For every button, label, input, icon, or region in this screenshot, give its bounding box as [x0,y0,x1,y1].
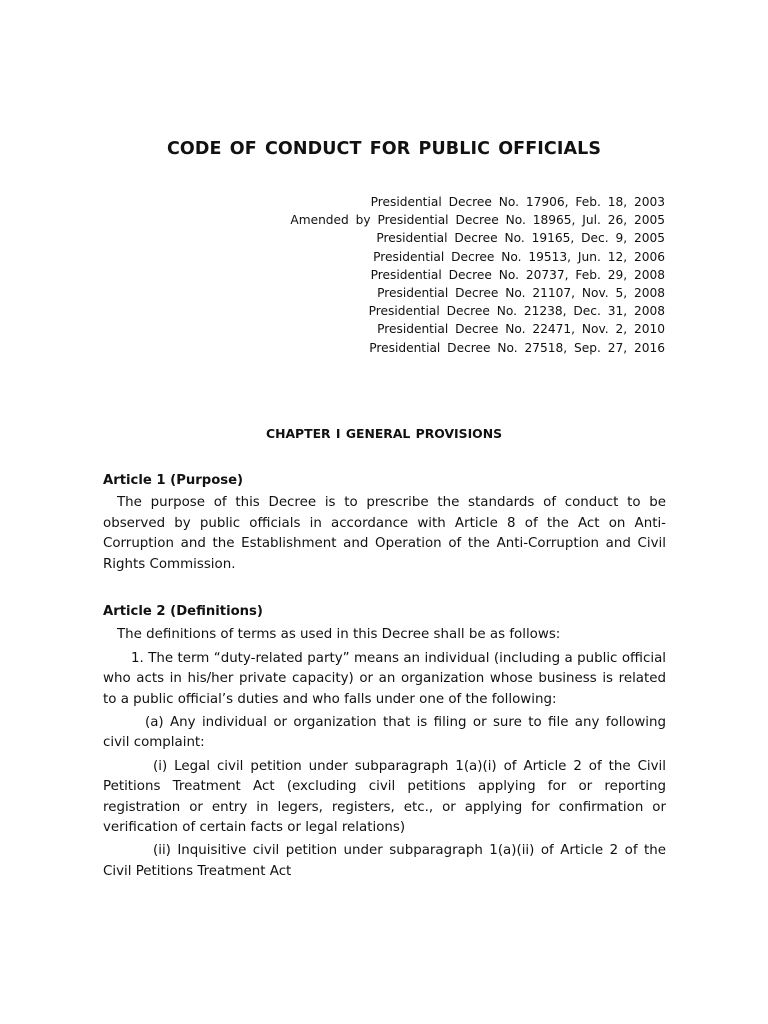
document-title: CODE OF CONDUCT FOR PUBLIC OFFICIALS [166,139,602,159]
decree-line: Presidential Decree No. 21238, Dec. 31, 2008 [368,304,665,319]
decree-line: Presidential Decree No. 27518, Sep. 27, 2016 [369,340,665,355]
decree-list [290,193,665,357]
article-1 [103,471,666,575]
decree-line: Presidential Decree No. 20737, Feb. 29, 2008 [370,267,665,282]
article-2-heading: Article 2 (Definitions) [103,604,263,619]
decree-line: Presidential Decree No. 22471, Nov. 2, 2010 [377,322,665,337]
chapter-heading: CHAPTER I GENERAL PROVISIONS [265,426,503,441]
article-1-text: The purpose of this Decree is to prescribe the standards of conduct to be observed by public officials in accordance with Article 8 of the Act on Anti-Corruption and the Establishment and Operation of the Anti-Corruption and Civil Rights Commission. [103,495,666,572]
article-1-heading: Article 1 (Purpose) [103,473,244,488]
article-2-item-a: (a) Any individual or organization that is filing or sure to file any following civil complaint: [103,715,666,751]
article-2-item-1: 1. The term “duty-related party” means an individual (including a public official who acts in his/her private capacity) or an organization whose business is related to a public official’s duties and who falls under one of the following: [103,650,666,707]
decree-line: Presidential Decree No. 19513, Jun. 12, 2006 [373,249,665,264]
decree-line: Presidential Decree No. 17906, Feb. 18, 2003 [370,195,665,209]
decree-line: Amended by Presidential Decree No. 18965, Jul. 26, 2005 [290,213,665,228]
article-2-item-i: (i) Legal civil petition under subparagraph 1(a)(i) of Article 2 of the Civil Petitions Treatment Act (excluding civil petitions applying for or reporting registration or entry in legers, registers, etc., or applying for confirmation or verification of certain facts or legal relations) [103,758,666,836]
decree-line: Presidential Decree No. 21107, Nov. 5, 2008 [377,286,665,301]
article-2 [103,602,666,882]
article-2-item-ii: (ii) Inquisitive civil petition under subparagraph 1(a)(ii) of Article 2 of the Civil Petitions Treatment Act [103,843,666,879]
article-2-intro: The definitions of terms as used in this Decree shall be as follows: [117,627,561,643]
decree-line: Presidential Decree No. 19165, Dec. 9, 2005 [376,231,665,246]
